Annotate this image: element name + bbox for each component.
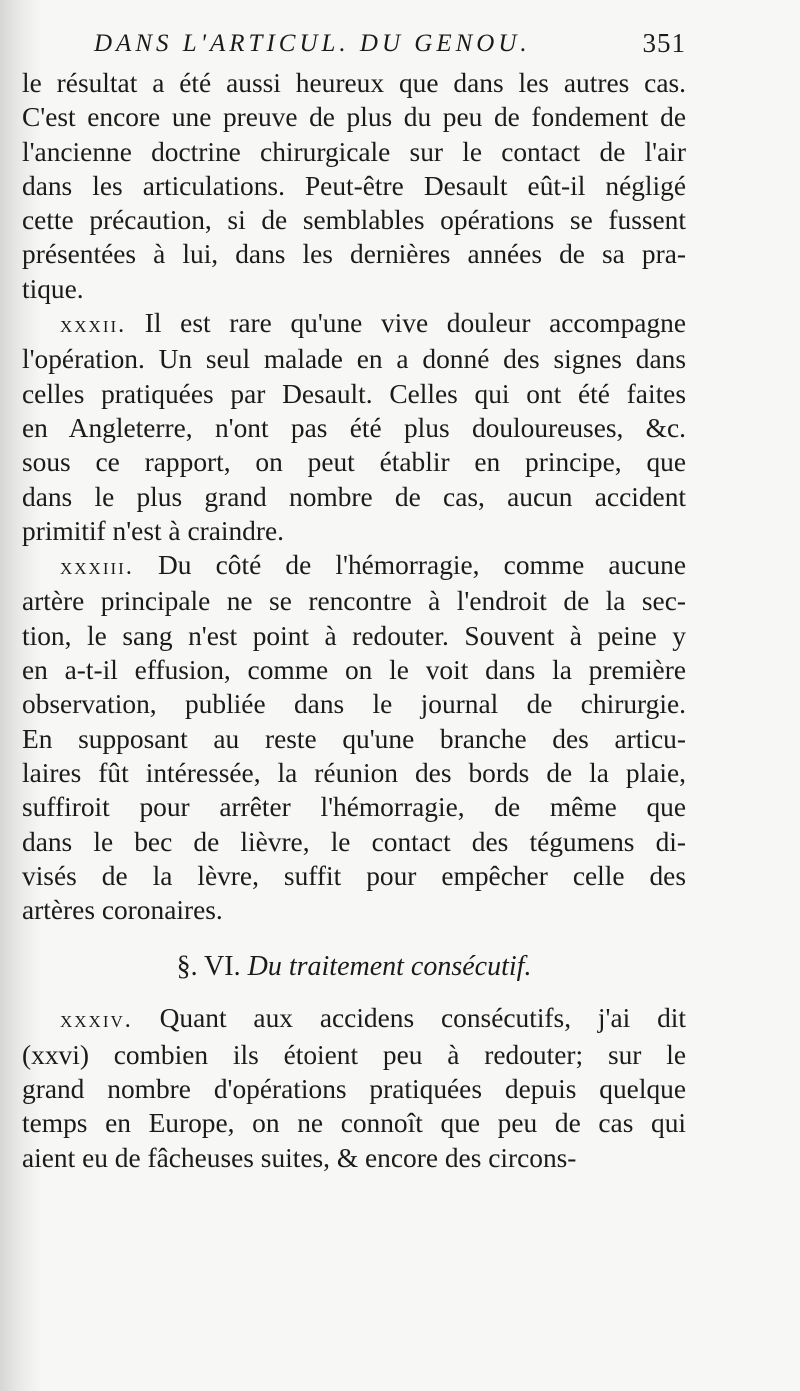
text-line: en Angleterre, n'ont pas été plus douloureuses, &c. bbox=[22, 412, 686, 443]
text-line: sous ce rapport, on peut établir en principe, que bbox=[22, 447, 686, 478]
text-line: suffiroit pour arrêter l'hémorragie, de même que bbox=[22, 792, 686, 823]
paragraphs-before-section bbox=[22, 66, 686, 927]
text-line: l'opération. Un seul malade en a donné des signes dans bbox=[22, 344, 686, 375]
text-line: (xxvi) combien ils étoient peu à redouter; sur le bbox=[22, 1039, 686, 1070]
text-line: tique. bbox=[22, 273, 84, 304]
text-line: aient eu de fâcheuses suites, & encore des circons- bbox=[22, 1142, 577, 1173]
paragraph-number: xxxiv. bbox=[60, 1007, 133, 1034]
body-text bbox=[22, 66, 686, 1175]
running-head bbox=[22, 26, 686, 66]
paragraph bbox=[22, 306, 686, 548]
text-line: l'ancienne doctrine chirurgicale sur le contact de l'air bbox=[22, 136, 686, 167]
text-line: xxxiii. Du côté de l'hémorragie, comme aucune bbox=[60, 550, 686, 581]
text-line: tion, le sang n'est point à redouter. Souvent à peine y bbox=[22, 620, 686, 651]
paragraph bbox=[22, 548, 686, 927]
paragraph bbox=[22, 66, 686, 306]
text-line: en a-t-il effusion, comme on le voit dans la première bbox=[22, 655, 686, 686]
text-line: observation, publiée dans le journal de chirurgie. bbox=[22, 689, 686, 720]
text-line: En supposant au reste qu'une branche des articu- bbox=[22, 723, 686, 754]
text-line: cette précaution, si de semblables opérations se fussent bbox=[22, 205, 686, 236]
paragraph-number: xxxiii. bbox=[60, 554, 134, 581]
text-line: temps en Europe, on ne connoît que peu de cas qui bbox=[22, 1108, 686, 1139]
book-page bbox=[22, 26, 686, 1175]
text-line: dans le bec de lièvre, le contact des tégumens di- bbox=[22, 826, 686, 857]
section-heading bbox=[22, 949, 686, 985]
text-line: le résultat a été aussi heureux que dans les autres cas. bbox=[22, 68, 686, 98]
text-line: dans le plus grand nombre de cas, aucun accident bbox=[22, 481, 686, 512]
page-number: 351 bbox=[642, 28, 686, 58]
text-line: C'est encore une preuve de plus du peu de fondement de bbox=[22, 102, 686, 133]
text-line: celles pratiquées par Desault. Celles qui ont été faites bbox=[22, 378, 686, 409]
section-label: §. VI. bbox=[176, 951, 241, 983]
text-line: dans les articulations. Peut-être Desault eût-il négligé bbox=[22, 170, 686, 201]
running-head-title: DANS L'ARTICUL. DU GENOU. bbox=[94, 30, 531, 57]
text-line: laires fût intéressée, la réunion des bords de la plaie, bbox=[22, 757, 686, 788]
text-line: grand nombre d'opérations pratiquées depuis quelque bbox=[22, 1074, 686, 1105]
paragraph-number: xxxii. bbox=[60, 312, 127, 339]
text-line: artères coronaires. bbox=[22, 895, 223, 926]
paragraphs-after-section bbox=[22, 1001, 686, 1174]
text-line: artère principale ne se rencontre à l'endroit de la sec- bbox=[22, 586, 686, 617]
paragraph bbox=[22, 1001, 686, 1174]
text-line: présentées à lui, dans les dernières années de sa pra- bbox=[22, 239, 686, 270]
text-line: primitif n'est à craindre. bbox=[22, 515, 285, 546]
section-title: Du traitement consécutif. bbox=[247, 951, 532, 983]
text-line: xxxiv. Quant aux accidens consécutifs, j'ai dit bbox=[60, 1003, 686, 1034]
text-line: xxxii. Il est rare qu'une vive douleur accompagne bbox=[60, 308, 686, 339]
text-line: visés de la lèvre, suffit pour empêcher celle des bbox=[22, 860, 686, 891]
